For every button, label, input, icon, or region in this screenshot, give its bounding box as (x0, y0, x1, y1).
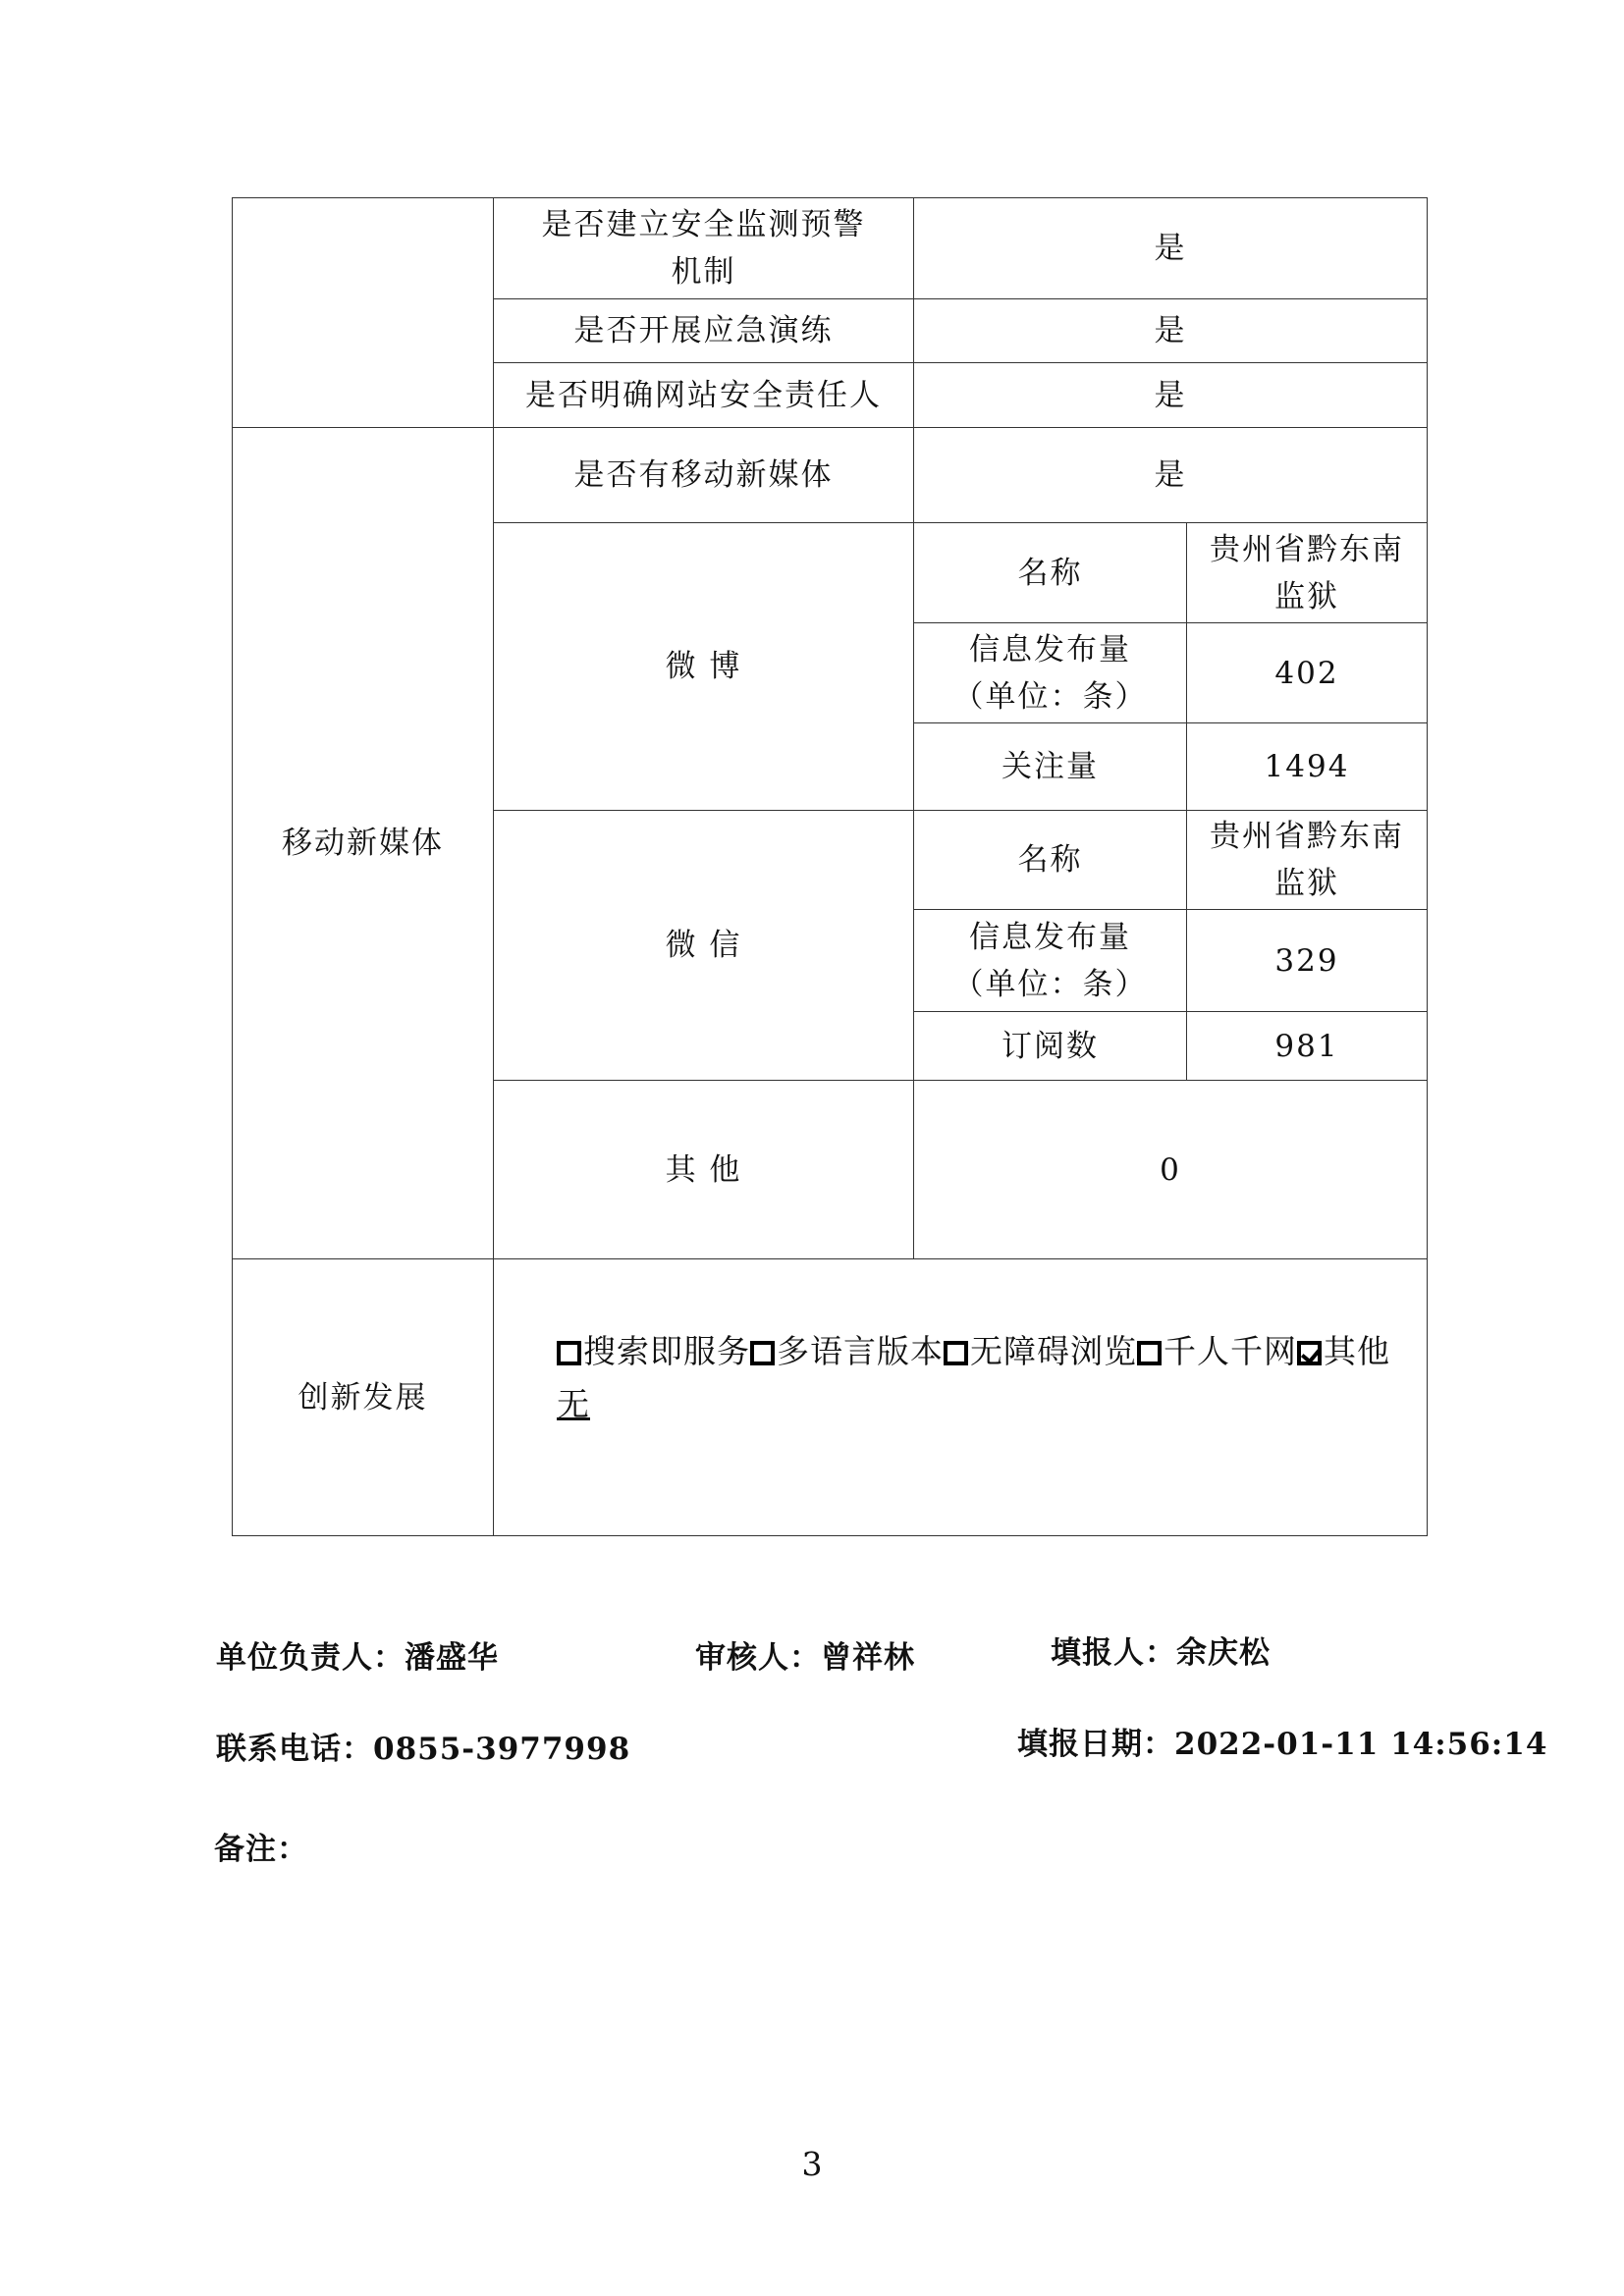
innovation-section-label: 创新发展 (233, 1259, 494, 1536)
wechat-subscribers-value: 981 (1187, 1012, 1428, 1081)
checkbox-icon[interactable] (750, 1341, 775, 1365)
checkbox-icon[interactable] (944, 1341, 968, 1365)
innovation-options-cell (494, 1259, 1428, 1536)
monitoring-warning-value: 是 (914, 198, 1428, 299)
table-row (233, 198, 1428, 299)
security-officer-label: 是否明确网站安全责任人 (494, 363, 914, 428)
option-other[interactable]: 其他 (1297, 1332, 1390, 1370)
mobile-media-section-label: 移动新媒体 (233, 428, 494, 1259)
innovation-options (557, 1325, 1407, 1378)
other-media-label: 其 他 (494, 1081, 914, 1259)
checkbox-icon[interactable] (1137, 1341, 1162, 1365)
option-search-as-service[interactable]: 搜索即服务 (557, 1332, 750, 1370)
weibo-name-label: 名称 (914, 523, 1187, 623)
weibo-name-value: 贵州省黔东南 监狱 (1187, 523, 1428, 623)
weibo-label: 微 博 (494, 523, 914, 811)
checked-checkbox-icon[interactable] (1297, 1341, 1322, 1365)
remarks: 备注： (214, 1832, 308, 1867)
weibo-followers-label: 关注量 (914, 723, 1187, 811)
has-mobile-media-value: 是 (914, 428, 1428, 523)
other-media-value: 0 (914, 1081, 1428, 1259)
option-accessible-browsing[interactable]: 无障碍浏览 (944, 1332, 1137, 1370)
wechat-name-value: 贵州省黔东南 监狱 (1187, 811, 1428, 910)
weibo-followers-value: 1494 (1187, 723, 1428, 811)
has-mobile-media-label: 是否有移动新媒体 (494, 428, 914, 523)
filler: 填报人：余庆松 (1051, 1635, 1271, 1671)
monitoring-warning-label: 是否建立安全监测预警 机制 (494, 198, 914, 299)
option-multilingual[interactable]: 多语言版本 (750, 1332, 944, 1370)
wechat-label: 微 信 (494, 811, 914, 1081)
reviewer: 审核人：曾祥林 (695, 1640, 915, 1676)
page-number: 3 (801, 2145, 823, 2183)
weibo-posts-value: 402 (1187, 623, 1428, 723)
emergency-drill-value: 是 (914, 299, 1428, 363)
checkbox-icon[interactable] (557, 1341, 581, 1365)
table-row (233, 1259, 1428, 1536)
innovation-other-text-line (557, 1378, 1407, 1431)
unit-head: 单位负责人：潘盛华 (216, 1640, 499, 1676)
fill-date: 填报日期：2022-01-11 14:56:14 (1017, 1727, 1548, 1762)
innovation-other-text: 无 (557, 1384, 590, 1423)
wechat-subscribers-label: 订阅数 (914, 1012, 1187, 1081)
wechat-posts-value: 329 (1187, 910, 1428, 1012)
report-table (232, 197, 1428, 1536)
security-officer-value: 是 (914, 363, 1428, 428)
wechat-name-label: 名称 (914, 811, 1187, 910)
weibo-posts-label: 信息发布量 （单位：条） (914, 623, 1187, 723)
security-section-cell (233, 198, 494, 428)
contact-phone: 联系电话：0855-3977998 (216, 1732, 631, 1767)
option-personalized-web[interactable]: 千人千网 (1137, 1332, 1297, 1370)
table-row (233, 428, 1428, 523)
emergency-drill-label: 是否开展应急演练 (494, 299, 914, 363)
wechat-posts-label: 信息发布量 （单位：条） (914, 910, 1187, 1012)
